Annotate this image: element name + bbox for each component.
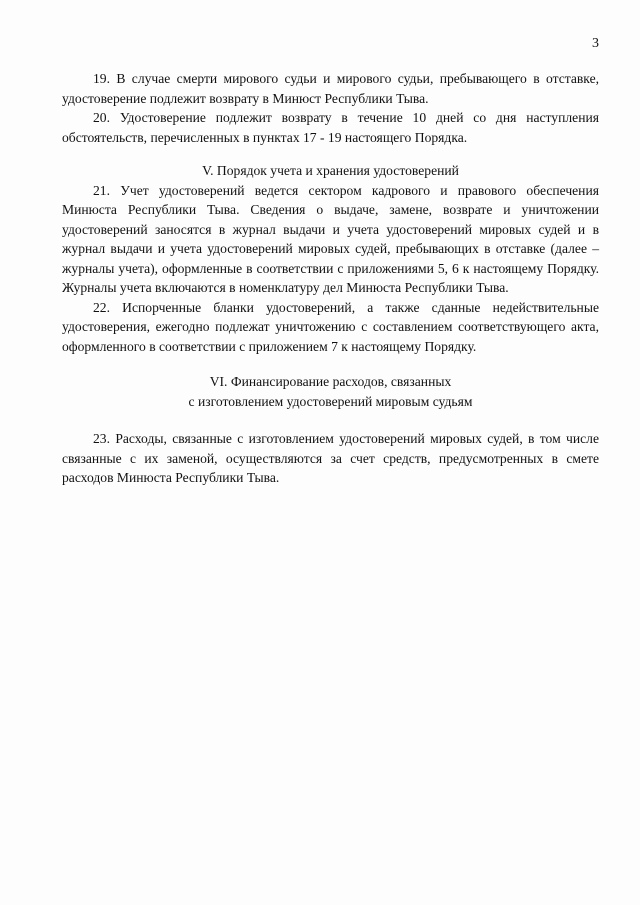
spacer: [62, 356, 599, 372]
paragraph-23: 23. Расходы, связанные с изготовлением удостоверений мировых судей, в том числе связанные с их заменой, осуществляются за счет средств, предусмотренных в смете расходов Минюста Республики Тыва.: [62, 431, 599, 485]
spacer: [62, 411, 599, 429]
document-body: [62, 69, 599, 488]
spacer: [62, 147, 599, 161]
paragraph-22: 22. Испорченные бланки удостоверений, а также сданные недействительные удостоверения, ежегодно подлежат уничтожению с составлением соответствующего акта, оформленного в соответствии с приложением 7 к настоящему Порядку.: [62, 299, 599, 354]
page-number: 3: [592, 36, 599, 51]
section-6-heading-line-2: с изготовлением удостоверений мировым судьям: [188, 393, 473, 409]
paragraph-20: 20. Удостоверение подлежит возврату в течение 10 дней со дня наступления обстоятельств, перечисленных в пунктах 17 - 19 настоящего Порядка.: [62, 110, 599, 145]
section-6-heading-line-1: VI. Финансирование расходов, связанных: [209, 374, 452, 389]
paragraph-21: 21. Учет удостоверений ведется сектором кадрового и правового обеспечения Минюста Республики Тыва. Сведения о выдаче, замене, возврате и уничтожении удостоверений заносятся в журнал выдачи и учета удостоверений мировых судей и в журнал выдачи и учета удостоверений мировых судей, пребывающих в отставке (далее – журналы учета), оформленные в соответствии с приложениями 5, 6 к настоящему Порядку. Журналы учета включаются в номенклатуру дел Минюста Республики Тыва.: [62, 182, 599, 295]
paragraph-19: 19. В случае смерти мирового судьи и мирового судьи, пребывающего в отставке, удостоверение подлежит возврату в Минюст Республики Тыва.: [62, 71, 599, 106]
section-5-heading: V. Порядок учета и хранения удостоверений: [202, 163, 459, 178]
